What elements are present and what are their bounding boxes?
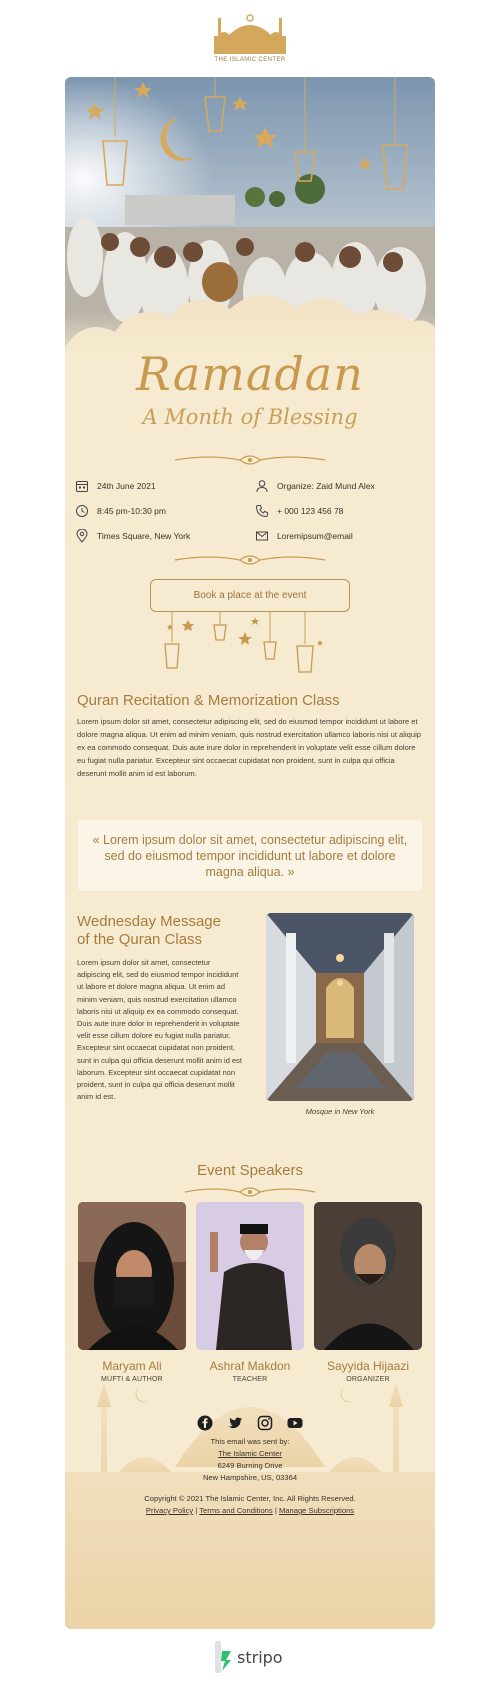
- user-icon: [255, 479, 269, 493]
- email-card: [65, 77, 435, 1629]
- event-organizer: [255, 479, 375, 493]
- hero-image: [65, 77, 435, 367]
- mosque-interior-image: [266, 913, 414, 1101]
- event-email-text[interactable]: Loremipsum@email: [277, 531, 353, 541]
- clock-icon: [75, 504, 89, 518]
- footer-org-link[interactable]: The Islamic Center: [218, 1449, 282, 1458]
- event-phone-text[interactable]: + 000 123 456 78: [277, 506, 344, 516]
- speaker-role-2: TEACHER: [232, 1376, 268, 1383]
- footer-address-2: New Hampshire, US, 03364: [202, 1473, 298, 1482]
- speaker-name-2: Ashraf Makdon: [209, 1359, 291, 1373]
- event-date-text: 24th June 2021: [97, 481, 156, 491]
- event-time: [75, 504, 166, 518]
- footer-org-row: [65, 1448, 435, 1459]
- event-organizer-text: Organize: Zaid Mund Alex: [277, 481, 375, 491]
- phone-icon: [255, 504, 269, 518]
- mosque-photo: [266, 913, 414, 1101]
- speaker-role-1: MUFTI & AUTHOR: [101, 1376, 163, 1383]
- hero-title: Ramadan: [136, 347, 364, 401]
- footer-links: [65, 1505, 435, 1516]
- logo-text: THE ISLAMIC CENTER: [214, 57, 286, 63]
- stripo-logo-icon: [215, 1641, 233, 1673]
- privacy-policy-link[interactable]: Privacy Policy: [145, 1506, 194, 1515]
- instagram-icon[interactable]: [257, 1415, 273, 1431]
- speaker-role-3: ORGANIZER: [346, 1376, 390, 1383]
- section-title-quran-recitation: Quran Recitation & Memorization Class: [77, 692, 340, 709]
- section-title-wednesday-message: [77, 913, 221, 949]
- footer-address-1: 6249 Burning Drive: [217, 1461, 283, 1470]
- event-email[interactable]: [255, 529, 353, 543]
- book-place-button[interactable]: Book a place at the event: [150, 579, 350, 612]
- section-title-line2: of the Quran Class: [77, 931, 203, 948]
- event-date: [75, 479, 156, 493]
- stripo-label: stripo: [237, 1647, 283, 1667]
- section-title-event-speakers: Event Speakers: [197, 1162, 303, 1179]
- header-logo[interactable]: [0, 0, 500, 76]
- section-title-line1: Wednesday Message: [77, 913, 221, 930]
- event-location: [75, 529, 190, 543]
- social-icons: [65, 1415, 435, 1431]
- twitter-icon[interactable]: [227, 1415, 243, 1431]
- event-phone[interactable]: [255, 504, 343, 518]
- quote-text: « Lorem ipsum dolor sit amet, consectetur adipiscing elit, sed do eiusmod tempor incididunt ut labore et dolore magna aliqua. »: [92, 832, 408, 879]
- terms-link[interactable]: Terms and Conditions: [199, 1506, 273, 1515]
- hero-subtitle: A Month of Blessing: [142, 405, 358, 429]
- section-body-quran-recitation: Lorem ipsum dolor sit amet, consectetur adipiscing elit, sed do eiusmod tempor incididunt ut labore et dolore magna aliqua. Ut enim ad minim veniam, quis nostrud exercitation ullamco laboris nisi ut aliquip ex ea commodo consequat. Duis aute irure dolor in reprehenderit in voluptate velit esse cillum dolore eu fugiat nulla pariatur. Excepteur sint occaecat cupidatat non proident, sunt in culpa qui officia deserunt mollit anim id est laborum.: [77, 717, 421, 778]
- speaker-name-3: Sayyida Hijaazi: [326, 1359, 410, 1373]
- footer-copyright: Copyright © 2021 The Islamic Center, Inc. All Rights Reserved.: [144, 1494, 356, 1503]
- mosque-logo-icon: [212, 14, 288, 56]
- manage-subscriptions-link[interactable]: Manage Subscriptions: [278, 1506, 355, 1515]
- lanterns-ornament: [160, 612, 340, 677]
- mosque-photo-caption: Mosque in New York: [305, 1107, 375, 1116]
- section-body-wednesday-message: Lorem ipsum dolor sit amet, consectetur adipiscing elit, sed do eiusmod tempor incididunt ut labore et dolore magna aliqua. Ut enim ad minim veniam, quis nostrud exercitation ullamco laboris nisi ut aliquip ex ea commodo consequat. Duis aute irure dolor in reprehenderit in voluptate velit esse cillum dolore eu fugiat nulla pariatur. Excepteur sint occaecat cupidatat non proident, sunt in culpa qui officia deserunt mollit anim id est laborum. Excepteur sint occaecat cupidatat non proident, sunt in culpa qui officia deserunt mollit anim id est.: [77, 958, 242, 1102]
- ornament-divider: [170, 552, 330, 568]
- speaker-name-1: Maryam Ali: [102, 1359, 162, 1373]
- ornament-divider: [180, 1184, 320, 1200]
- footer-separator: |: [274, 1506, 277, 1515]
- mail-icon: [255, 529, 269, 543]
- location-pin-icon: [75, 529, 89, 543]
- facebook-icon[interactable]: [197, 1415, 213, 1431]
- event-time-text: 8:45 pm-10:30 pm: [97, 506, 166, 516]
- youtube-icon[interactable]: [287, 1415, 303, 1431]
- footer-separator: |: [195, 1506, 198, 1515]
- footer-sent-by: This email was sent by:: [210, 1437, 290, 1446]
- event-location-text: Times Square, New York: [97, 531, 191, 541]
- stripo-badge[interactable]: [215, 1640, 295, 1674]
- calendar-icon: [75, 479, 89, 493]
- quote-block: [78, 820, 422, 891]
- ornament-divider: [170, 452, 330, 468]
